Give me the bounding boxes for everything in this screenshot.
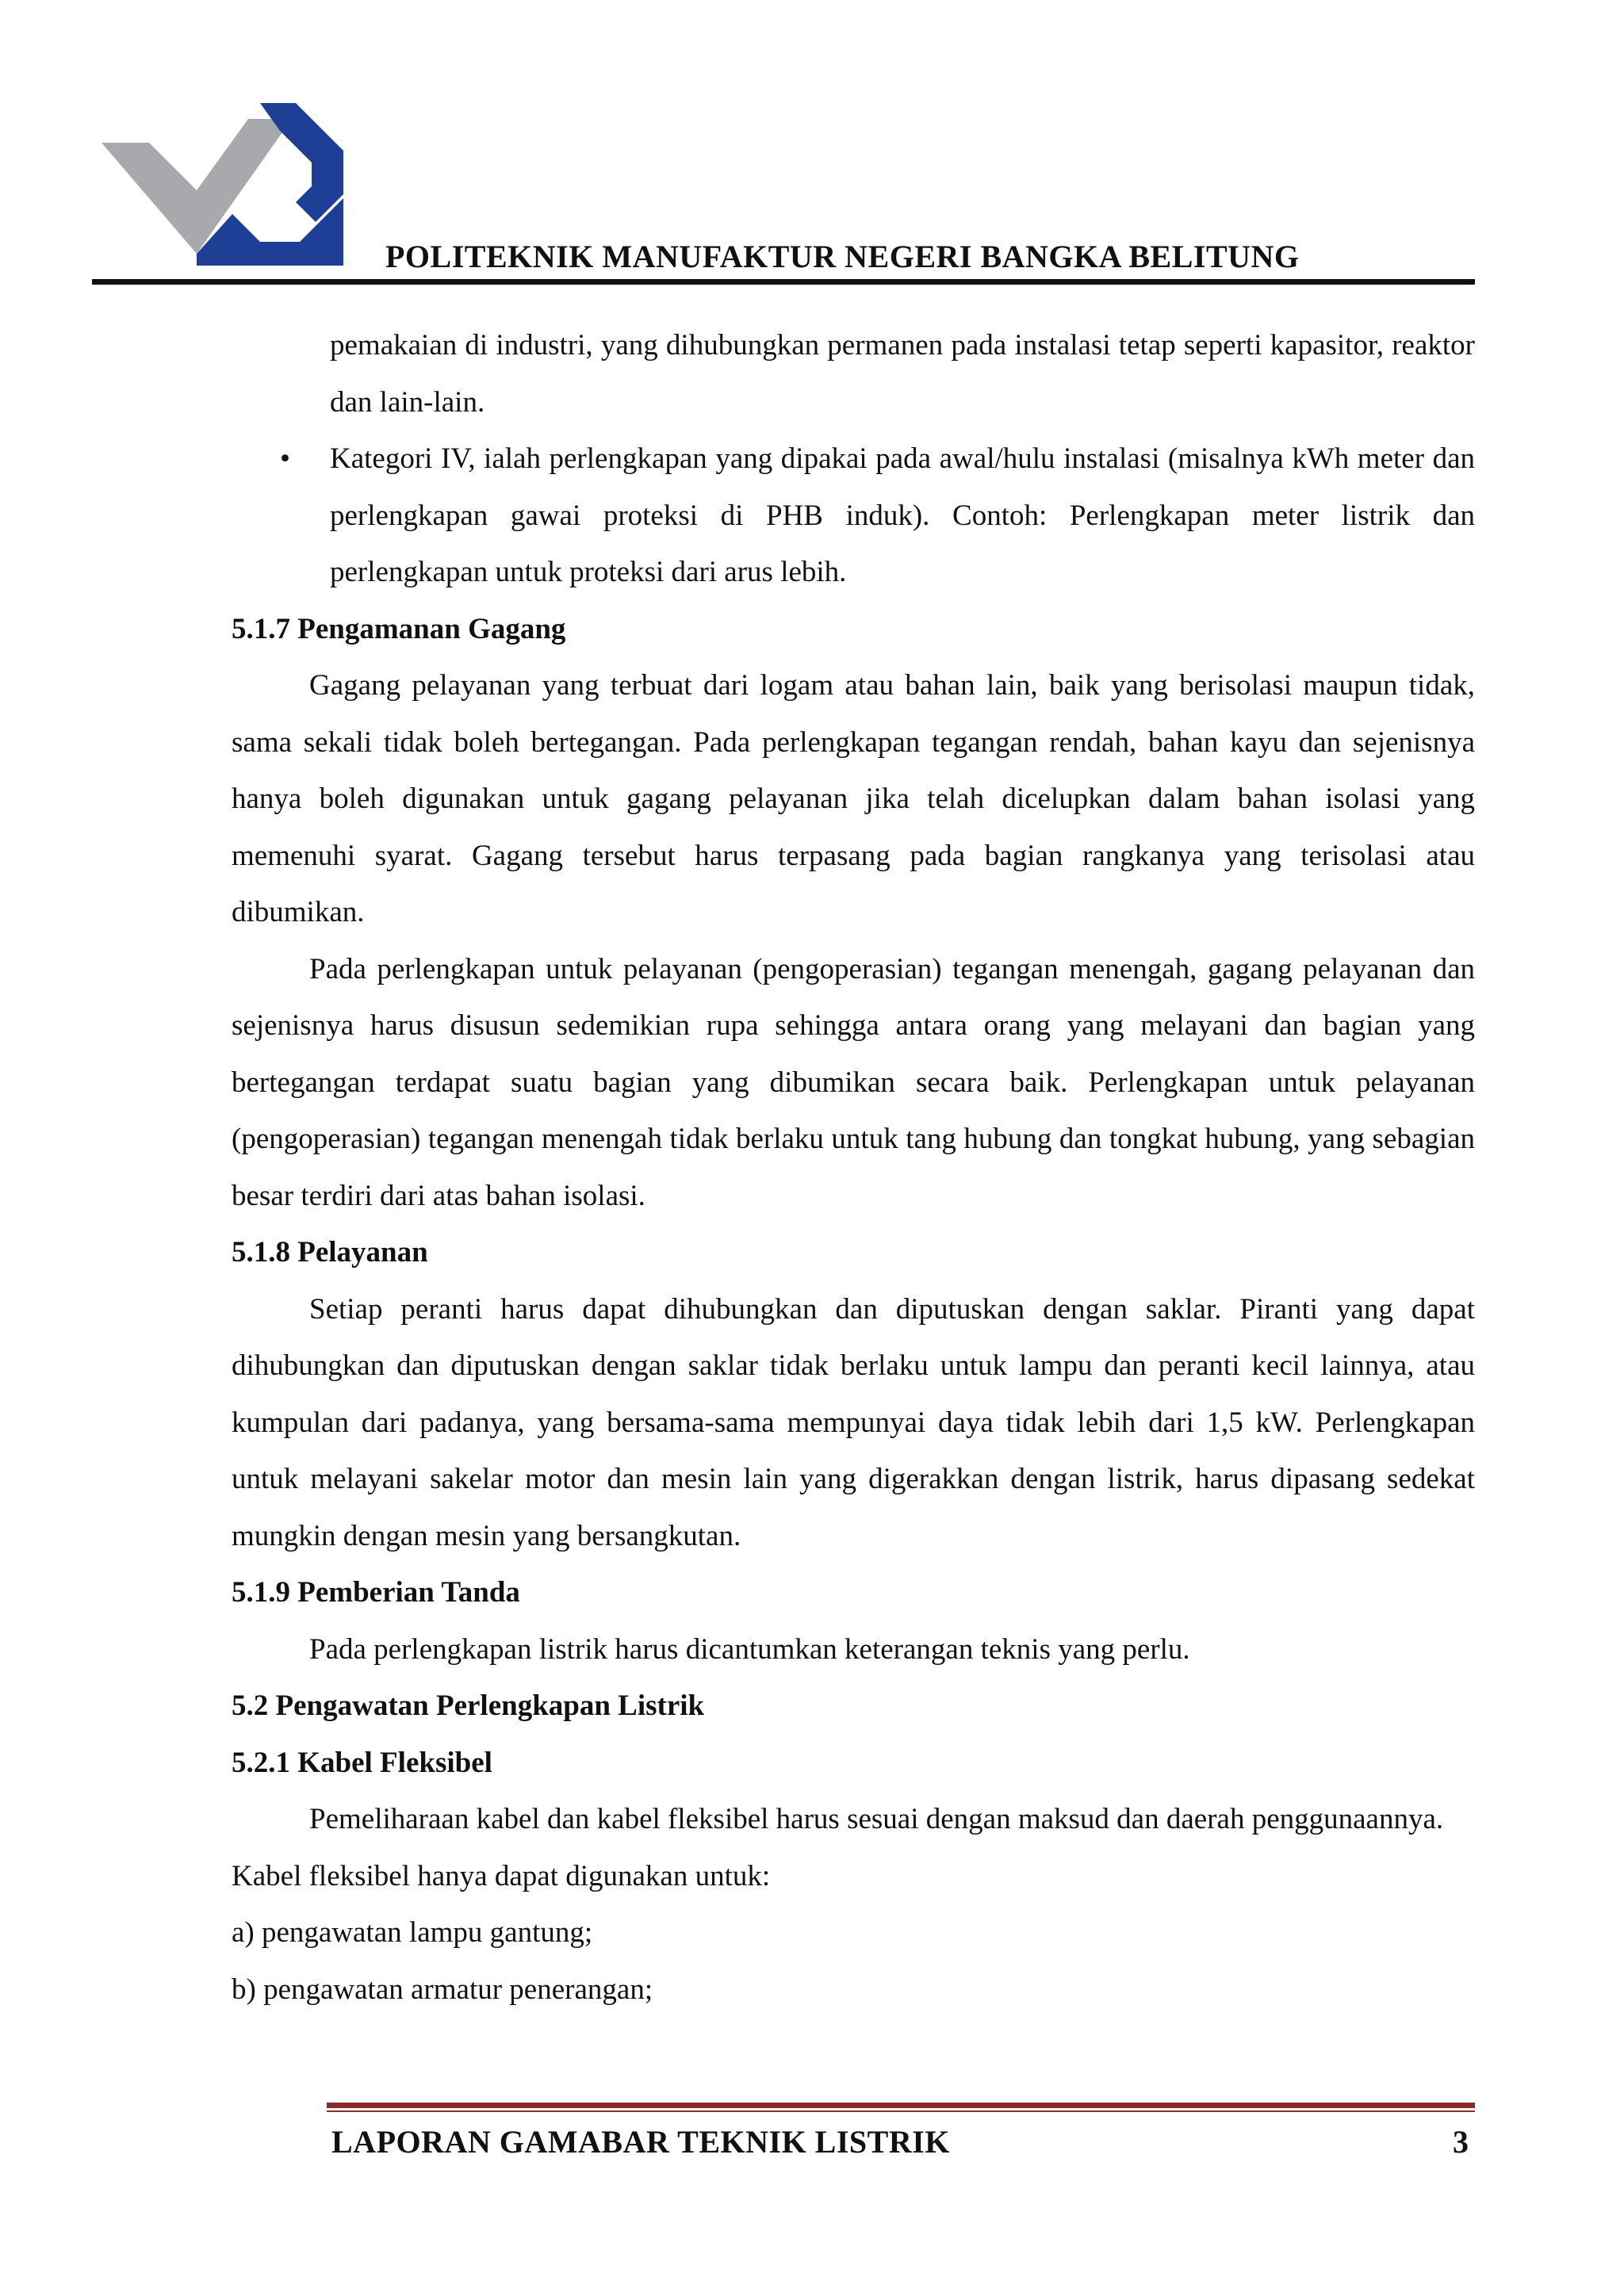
bullet-category-iv xyxy=(280,430,1475,601)
paragraph-5-2-1: Pemeliharaan kabel dan kabel fleksibel harus sesuai dengan maksud dan daerah penggunaannya. xyxy=(309,1803,1444,1835)
institution-logo xyxy=(102,95,347,270)
logo-grey-shape xyxy=(102,119,292,254)
header-rule xyxy=(92,279,1475,285)
footer-report-title: LAPORAN GAMABAR TEKNIK LISTRIK xyxy=(331,2124,950,2160)
list-item-b: b) pengawatan armatur penerangan; xyxy=(232,1973,653,2006)
institution-header: POLITEKNIK MANUFAKTUR NEGERI BANGKA BELITUNG xyxy=(385,239,1300,274)
bullet-icon: • xyxy=(280,442,290,475)
footer-rule-thin xyxy=(327,2110,1475,2112)
footer-rule-thick xyxy=(327,2103,1475,2108)
list-item-a: a) pengawatan lampu gantung; xyxy=(232,1916,593,1949)
paragraph-5-1-9: Pada perlengkapan listrik harus dicantumkan keterangan teknis yang perlu. xyxy=(309,1632,1190,1666)
page-number: 3 xyxy=(1453,2124,1469,2160)
document-body xyxy=(232,317,1475,2018)
continued-paragraph: pemakaian di industri, yang dihubungkan permanen pada instalasi tetap seperti kapasitor, reaktor dan lain-lain. xyxy=(330,329,1475,419)
heading-5-2-1: 5.2.1 Kabel Fleksibel xyxy=(232,1746,492,1779)
bullet-category-iv-text: Kategori IV, ialah perlengkapan yang dipakai pada awal/hulu instalasi (misalnya kWh meter dan perlengkapan gawai proteksi di PHB induk). Contoh: Perlengkapan meter listrik dan perlengkapan untuk proteksi dari arus lebih. xyxy=(330,442,1475,588)
paragraph-5-1-7-b: Pada perlengkapan untuk pelayanan (pengoperasian) tegangan menengah, gagang pelayanan dan sejenisnya harus disusun sedemikian rupa sehingga antara orang yang melayani dan bagian yang bertegangan terdapat suatu bagian yang dibumikan secara baik. Perlengkapan untuk pelayanan (pengoperasian) tegangan menengah tidak berlaku untuk tang hubung dan tongkat hubung, yang sebagian besar terdiri dari atas bahan isolasi. xyxy=(232,952,1475,1212)
heading-5-2: 5.2 Pengawatan Perlengkapan Listrik xyxy=(232,1689,705,1722)
paragraph-5-1-8: Setiap peranti harus dapat dihubungkan dan diputuskan dengan saklar. Piranti yang dapat dihubungkan dan diputuskan dengan saklar tidak berlaku untuk lampu dan peranti kecil lainnya, atau kumpulan dari padanya, yang bersama-sama mempunyai daya tidak lebih dari 1,5 kW. Perlengkapan untuk melayani sakelar motor dan mesin lain yang digerakkan dengan listrik, harus dipasang sedekat mungkin dengan mesin yang bersangkutan. xyxy=(232,1292,1475,1552)
heading-5-1-7: 5.1.7 Pengamanan Gagang xyxy=(232,612,566,645)
paragraph-5-1-7-a: Gagang pelayanan yang terbuat dari logam atau bahan lain, baik yang berisolasi maupun tidak, sama sekali tidak boleh bertegangan. Pada perlengkapan tegangan rendah, bahan kayu dan sejenisnya hanya boleh digunakan untuk gagang pelayanan jika telah dicelupkan dalam bahan isolasi yang memenuhi syarat. Gagang tersebut harus terpasang pada bagian rangkanya yang terisolasi atau dibumikan. xyxy=(232,669,1475,928)
heading-5-1-8: 5.1.8 Pelayanan xyxy=(232,1236,428,1269)
paragraph-5-2-1-intro: Kabel fleksibel hanya dapat digunakan untuk: xyxy=(232,1859,771,1892)
heading-5-1-9: 5.1.9 Pemberian Tanda xyxy=(232,1576,520,1609)
